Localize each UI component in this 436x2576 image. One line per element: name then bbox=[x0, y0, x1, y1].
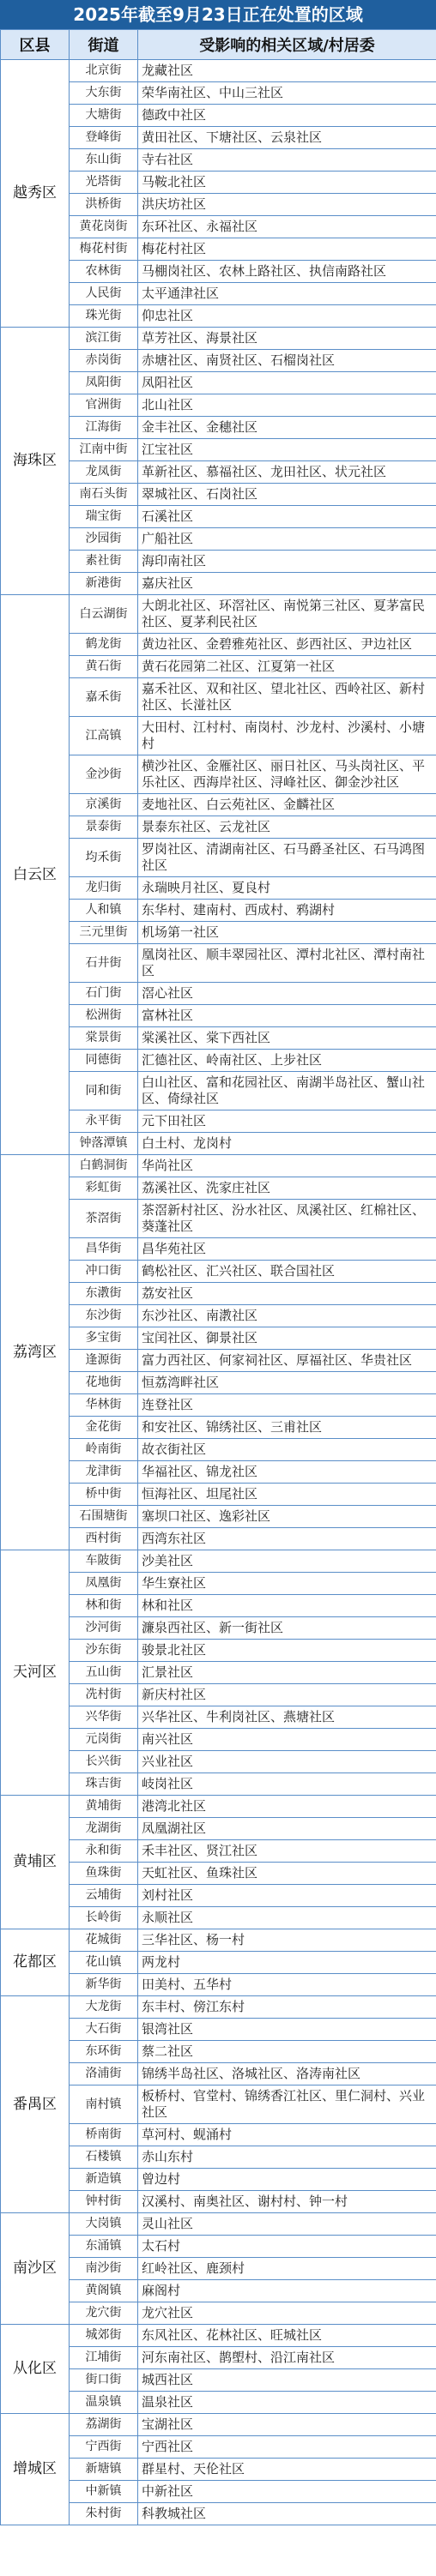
areas-cell: 林和社区 bbox=[138, 1595, 436, 1617]
table-row bbox=[1, 328, 436, 350]
areas-cell: 荔溪社区、洗家庄社区 bbox=[138, 1177, 436, 1200]
street-cell: 均禾街 bbox=[70, 839, 138, 877]
areas-cell: 港湾北社区 bbox=[138, 1796, 436, 1818]
street-cell: 车陂街 bbox=[70, 1550, 138, 1573]
header-street: 街道 bbox=[70, 30, 138, 60]
areas-cell: 故衣街社区 bbox=[138, 1439, 436, 1461]
areas-cell: 洪庆坊社区 bbox=[138, 194, 436, 216]
street-cell: 东环街 bbox=[70, 2041, 138, 2063]
areas-cell: 太平通津社区 bbox=[138, 283, 436, 305]
street-cell: 冲口街 bbox=[70, 1261, 138, 1283]
areas-cell: 滘心社区 bbox=[138, 983, 436, 1005]
district-cell: 增城区 bbox=[1, 2414, 70, 2525]
areas-cell: 濂泉西社区、新一街社区 bbox=[138, 1617, 436, 1640]
street-cell: 新港街 bbox=[70, 573, 138, 595]
areas-cell: 宝闰社区、御景社区 bbox=[138, 1327, 436, 1350]
street-cell: 素社街 bbox=[70, 551, 138, 573]
street-cell: 黄花岗街 bbox=[70, 216, 138, 238]
street-cell: 城郊街 bbox=[70, 2325, 138, 2347]
street-cell: 彩虹街 bbox=[70, 1177, 138, 1200]
street-cell: 花地街 bbox=[70, 1372, 138, 1394]
street-cell: 南石头街 bbox=[70, 484, 138, 506]
areas-cell: 兴华社区、牛利岗社区、燕塘社区 bbox=[138, 1706, 436, 1729]
areas-cell: 嘉庆社区 bbox=[138, 573, 436, 595]
street-cell: 沙东街 bbox=[70, 1640, 138, 1662]
street-cell: 凤阳街 bbox=[70, 372, 138, 394]
areas-cell: 黄边社区、金碧雅苑社区、彭西社区、尹边社区 bbox=[138, 634, 436, 656]
areas-cell: 嘉禾社区、双和社区、望北社区、西岭社区、新村社区、长湴社区 bbox=[138, 678, 436, 717]
street-cell: 白鹤洞街 bbox=[70, 1155, 138, 1177]
street-cell: 冼村街 bbox=[70, 1684, 138, 1706]
street-cell: 凤凰街 bbox=[70, 1573, 138, 1595]
table-row bbox=[1, 60, 436, 82]
table-row bbox=[1, 1155, 436, 1177]
areas-cell: 荔安社区 bbox=[138, 1283, 436, 1305]
areas-cell: 梅花村社区 bbox=[138, 238, 436, 261]
street-cell: 沙河街 bbox=[70, 1617, 138, 1640]
street-cell: 东沙街 bbox=[70, 1305, 138, 1327]
street-cell: 桥南街 bbox=[70, 2124, 138, 2146]
table-row bbox=[1, 1550, 436, 1573]
table-row bbox=[1, 1929, 436, 1952]
street-cell: 人民街 bbox=[70, 283, 138, 305]
street-cell: 同德街 bbox=[70, 1050, 138, 1072]
areas-cell: 草芳社区、海景社区 bbox=[138, 328, 436, 350]
areas-cell: 城西社区 bbox=[138, 2369, 436, 2392]
street-cell: 赤岗街 bbox=[70, 350, 138, 372]
street-cell: 瑞宝街 bbox=[70, 506, 138, 528]
areas-cell: 恒荔湾畔社区 bbox=[138, 1372, 436, 1394]
areas-cell: 昌华苑社区 bbox=[138, 1238, 436, 1261]
street-cell: 华林街 bbox=[70, 1394, 138, 1417]
areas-cell: 棠溪社区、棠下西社区 bbox=[138, 1027, 436, 1050]
street-cell: 棠景街 bbox=[70, 1027, 138, 1050]
areas-cell: 大朗北社区、环滘社区、南悦第三社区、夏茅富民社区、夏茅利民社区 bbox=[138, 595, 436, 634]
header-areas: 受影响的相关区域/村居委 bbox=[138, 30, 436, 60]
street-cell: 林和街 bbox=[70, 1595, 138, 1617]
street-cell: 石围塘街 bbox=[70, 1506, 138, 1528]
street-cell: 逢源街 bbox=[70, 1350, 138, 1372]
areas-cell: 荣华南社区、中山三社区 bbox=[138, 82, 436, 105]
areas-cell: 元下田社区 bbox=[138, 1110, 436, 1133]
areas-cell: 翠城社区、石岗社区 bbox=[138, 484, 436, 506]
areas-cell: 凰岗社区、顺丰翠园社区、潭村北社区、潭村南社区 bbox=[138, 944, 436, 983]
table-row bbox=[1, 1796, 436, 1818]
street-cell: 沙园街 bbox=[70, 528, 138, 551]
street-cell: 多宝街 bbox=[70, 1327, 138, 1350]
street-cell: 江南中街 bbox=[70, 439, 138, 461]
street-cell: 鱼珠街 bbox=[70, 1863, 138, 1885]
street-cell: 云埔街 bbox=[70, 1885, 138, 1907]
street-cell: 茶滘街 bbox=[70, 1200, 138, 1238]
areas-cell: 东华村、建南村、西成村、鸦湖村 bbox=[138, 900, 436, 922]
street-cell: 永平街 bbox=[70, 1110, 138, 1133]
street-cell: 中新镇 bbox=[70, 2481, 138, 2503]
areas-cell: 华福社区、锦龙社区 bbox=[138, 1461, 436, 1484]
areas-cell: 富林社区 bbox=[138, 1005, 436, 1027]
street-cell: 石楼镇 bbox=[70, 2146, 138, 2169]
areas-cell: 连登社区 bbox=[138, 1394, 436, 1417]
areas-cell: 南兴社区 bbox=[138, 1729, 436, 1751]
street-cell: 人和镇 bbox=[70, 900, 138, 922]
areas-cell: 革新社区、慕福社区、龙田社区、状元社区 bbox=[138, 461, 436, 484]
street-cell: 洛浦街 bbox=[70, 2063, 138, 2085]
street-cell: 白云湖街 bbox=[70, 595, 138, 634]
street-cell: 南村镇 bbox=[70, 2085, 138, 2124]
areas-cell: 鹤松社区、汇兴社区、联合国社区 bbox=[138, 1261, 436, 1283]
street-cell: 花城街 bbox=[70, 1929, 138, 1952]
district-cell: 从化区 bbox=[1, 2325, 70, 2414]
street-cell: 松洲街 bbox=[70, 1005, 138, 1027]
areas-cell: 温泉社区 bbox=[138, 2392, 436, 2414]
areas-cell: 白山社区、富和花园社区、南湖半岛社区、蟹山社区、倚绿社区 bbox=[138, 1072, 436, 1110]
street-cell: 鹤龙街 bbox=[70, 634, 138, 656]
street-cell: 街口街 bbox=[70, 2369, 138, 2392]
table-row bbox=[1, 2213, 436, 2236]
areas-cell: 锦绣半岛社区、洛城社区、洛涛南社区 bbox=[138, 2063, 436, 2085]
areas-cell: 宝湖社区 bbox=[138, 2414, 436, 2436]
street-cell: 西村街 bbox=[70, 1528, 138, 1550]
areas-cell: 群星村、天伦社区 bbox=[138, 2459, 436, 2481]
areas-cell: 龙藏社区 bbox=[138, 60, 436, 82]
street-cell: 钟村街 bbox=[70, 2191, 138, 2213]
table-row bbox=[1, 2414, 436, 2436]
areas-cell: 罗岗社区、清湖南社区、石马爵圣社区、石马鸿图社区 bbox=[138, 839, 436, 877]
areas-cell: 两龙村 bbox=[138, 1952, 436, 1974]
street-cell: 长兴街 bbox=[70, 1751, 138, 1773]
areas-cell: 东丰村、傍江东村 bbox=[138, 1996, 436, 2019]
areas-cell: 华生寮社区 bbox=[138, 1573, 436, 1595]
areas-cell: 岐岗社区 bbox=[138, 1773, 436, 1796]
areas-cell: 银湾社区 bbox=[138, 2019, 436, 2041]
street-cell: 石井街 bbox=[70, 944, 138, 983]
areas-cell: 永瑞映月社区、夏良村 bbox=[138, 877, 436, 900]
areas-cell: 禾丰社区、贤江社区 bbox=[138, 1840, 436, 1863]
street-cell: 大东街 bbox=[70, 82, 138, 105]
street-cell: 官洲街 bbox=[70, 394, 138, 417]
areas-cell: 寺右社区 bbox=[138, 149, 436, 172]
street-cell: 同和街 bbox=[70, 1072, 138, 1110]
street-cell: 龙归街 bbox=[70, 877, 138, 900]
street-cell: 桥中街 bbox=[70, 1484, 138, 1506]
street-cell: 金沙街 bbox=[70, 755, 138, 794]
areas-cell: 三华社区、杨一村 bbox=[138, 1929, 436, 1952]
areas-cell: 凤阳社区 bbox=[138, 372, 436, 394]
areas-cell: 灵山社区 bbox=[138, 2213, 436, 2236]
street-cell: 三元里街 bbox=[70, 922, 138, 944]
table-row bbox=[1, 1996, 436, 2019]
street-cell: 龙凤街 bbox=[70, 461, 138, 484]
street-cell: 大塘街 bbox=[70, 105, 138, 127]
areas-cell: 宁西社区 bbox=[138, 2436, 436, 2459]
areas-cell: 和安社区、锦绣社区、三甫社区 bbox=[138, 1417, 436, 1439]
district-cell: 白云区 bbox=[1, 595, 70, 1155]
areas-cell: 龙穴社区 bbox=[138, 2302, 436, 2325]
street-cell: 滨江街 bbox=[70, 328, 138, 350]
district-cell: 花都区 bbox=[1, 1929, 70, 1996]
areas-cell: 恒海社区、坦尾社区 bbox=[138, 1484, 436, 1506]
district-cell: 天河区 bbox=[1, 1550, 70, 1796]
street-cell: 龙穴街 bbox=[70, 2302, 138, 2325]
areas-cell: 富力西社区、何家祠社区、厚福社区、华贵社区 bbox=[138, 1350, 436, 1372]
district-cell: 南沙区 bbox=[1, 2213, 70, 2325]
areas-cell: 凤凰湖社区 bbox=[138, 1818, 436, 1840]
areas-cell: 永顺社区 bbox=[138, 1907, 436, 1929]
table-row bbox=[1, 2325, 436, 2347]
areas-cell: 广船社区 bbox=[138, 528, 436, 551]
district-cell: 海珠区 bbox=[1, 328, 70, 595]
table-header-row bbox=[1, 30, 436, 60]
areas-cell: 海印南社区 bbox=[138, 551, 436, 573]
areas-cell: 横沙社区、金雁社区、丽日社区、马头岗社区、平乐社区、西海岸社区、浔峰社区、御金沙社区 bbox=[138, 755, 436, 794]
areas-cell: 东风社区、花林社区、旺城社区 bbox=[138, 2325, 436, 2347]
areas-cell: 金丰社区、金穗社区 bbox=[138, 417, 436, 439]
areas-cell: 汇德社区、岭南社区、上步社区 bbox=[138, 1050, 436, 1072]
street-cell: 东涌镇 bbox=[70, 2236, 138, 2258]
areas-cell: 红岭社区、鹿颈村 bbox=[138, 2258, 436, 2280]
street-cell: 荔湖街 bbox=[70, 2414, 138, 2436]
areas-cell: 江宝社区 bbox=[138, 439, 436, 461]
street-cell: 长岭街 bbox=[70, 1907, 138, 1929]
header-district: 区县 bbox=[1, 30, 70, 60]
street-cell: 钟落潭镇 bbox=[70, 1133, 138, 1155]
areas-cell: 塞坝口社区、逸彩社区 bbox=[138, 1506, 436, 1528]
street-cell: 南沙街 bbox=[70, 2258, 138, 2280]
areas-cell: 景泰东社区、云龙社区 bbox=[138, 816, 436, 839]
street-cell: 元岗街 bbox=[70, 1729, 138, 1751]
areas-cell: 沙美社区 bbox=[138, 1550, 436, 1573]
areas-cell: 太石村 bbox=[138, 2236, 436, 2258]
areas-cell: 赤塘社区、南贤社区、石榴岗社区 bbox=[138, 350, 436, 372]
areas-cell: 石溪社区 bbox=[138, 506, 436, 528]
street-cell: 大石街 bbox=[70, 2019, 138, 2041]
street-cell: 大龙街 bbox=[70, 1996, 138, 2019]
street-cell: 京溪街 bbox=[70, 794, 138, 816]
areas-cell: 华尚社区 bbox=[138, 1155, 436, 1177]
table-row bbox=[1, 595, 436, 634]
street-cell: 龙津街 bbox=[70, 1461, 138, 1484]
areas-cell: 河东南社区、鹊塱村、沿江南社区 bbox=[138, 2347, 436, 2369]
district-cell: 番禺区 bbox=[1, 1996, 70, 2213]
district-cell: 荔湾区 bbox=[1, 1155, 70, 1550]
street-cell: 兴华街 bbox=[70, 1706, 138, 1729]
areas-cell: 骏景北社区 bbox=[138, 1640, 436, 1662]
street-cell: 洪桥街 bbox=[70, 194, 138, 216]
street-cell: 新华街 bbox=[70, 1974, 138, 1996]
areas-cell: 科教城社区 bbox=[138, 2503, 436, 2525]
areas-cell: 德政中社区 bbox=[138, 105, 436, 127]
street-cell: 宁西街 bbox=[70, 2436, 138, 2459]
areas-cell: 麻阁村 bbox=[138, 2280, 436, 2302]
areas-cell: 蔡二社区 bbox=[138, 2041, 436, 2063]
areas-cell: 汇景社区 bbox=[138, 1662, 436, 1684]
street-cell: 景泰街 bbox=[70, 816, 138, 839]
areas-cell: 赤山东村 bbox=[138, 2146, 436, 2169]
street-cell: 大岗镇 bbox=[70, 2213, 138, 2236]
areas-cell: 马鞍北社区 bbox=[138, 172, 436, 194]
areas-cell: 西湾东社区 bbox=[138, 1528, 436, 1550]
areas-cell: 中新社区 bbox=[138, 2481, 436, 2503]
areas-cell: 机场第一社区 bbox=[138, 922, 436, 944]
areas-cell: 麦地社区、白云苑社区、金麟社区 bbox=[138, 794, 436, 816]
areas-cell: 马棚岗社区、农林上路社区、执信南路社区 bbox=[138, 261, 436, 283]
street-cell: 东漖街 bbox=[70, 1283, 138, 1305]
street-cell: 农林街 bbox=[70, 261, 138, 283]
areas-cell: 兴业社区 bbox=[138, 1751, 436, 1773]
street-cell: 岭南街 bbox=[70, 1439, 138, 1461]
areas-cell: 大田村、江村村、南岗村、沙龙村、沙溪村、小塘村 bbox=[138, 717, 436, 755]
street-cell: 江埔街 bbox=[70, 2347, 138, 2369]
affected-areas-table bbox=[0, 29, 436, 2525]
street-cell: 温泉镇 bbox=[70, 2392, 138, 2414]
areas-cell: 黄田社区、下塘社区、云泉社区 bbox=[138, 127, 436, 149]
areas-cell: 东环社区、永福社区 bbox=[138, 216, 436, 238]
areas-cell: 草河村、蚬涌村 bbox=[138, 2124, 436, 2146]
street-cell: 珠光街 bbox=[70, 305, 138, 328]
street-cell: 朱村街 bbox=[70, 2503, 138, 2525]
street-cell: 黄石街 bbox=[70, 656, 138, 678]
street-cell: 嘉禾街 bbox=[70, 678, 138, 717]
street-cell: 江高镇 bbox=[70, 717, 138, 755]
district-cell: 越秀区 bbox=[1, 60, 70, 328]
areas-cell: 曾边村 bbox=[138, 2169, 436, 2191]
areas-cell: 天虹社区、鱼珠社区 bbox=[138, 1863, 436, 1885]
areas-cell: 白土村、龙岗村 bbox=[138, 1133, 436, 1155]
street-cell: 黄阁镇 bbox=[70, 2280, 138, 2302]
areas-cell: 黄石花园第二社区、江夏第一社区 bbox=[138, 656, 436, 678]
street-cell: 永和街 bbox=[70, 1840, 138, 1863]
areas-cell: 东沙社区、南漖社区 bbox=[138, 1305, 436, 1327]
street-cell: 金花街 bbox=[70, 1417, 138, 1439]
street-cell: 新塘镇 bbox=[70, 2459, 138, 2481]
areas-cell: 汉溪村、南奥社区、谢村村、钟一村 bbox=[138, 2191, 436, 2213]
table-body bbox=[1, 60, 436, 2525]
street-cell: 光塔街 bbox=[70, 172, 138, 194]
street-cell: 黄埔街 bbox=[70, 1796, 138, 1818]
district-cell: 黄埔区 bbox=[1, 1796, 70, 1929]
street-cell: 东山街 bbox=[70, 149, 138, 172]
page-title: 2025年截至9月23日正在处置的区域 bbox=[0, 0, 436, 29]
street-cell: 龙湖街 bbox=[70, 1818, 138, 1840]
street-cell: 新造镇 bbox=[70, 2169, 138, 2191]
street-cell: 花山镇 bbox=[70, 1952, 138, 1974]
street-cell: 昌华街 bbox=[70, 1238, 138, 1261]
street-cell: 石门街 bbox=[70, 983, 138, 1005]
areas-cell: 田美村、五华村 bbox=[138, 1974, 436, 1996]
street-cell: 登峰街 bbox=[70, 127, 138, 149]
areas-cell: 仰忠社区 bbox=[138, 305, 436, 328]
street-cell: 五山街 bbox=[70, 1662, 138, 1684]
areas-cell: 新庆村社区 bbox=[138, 1684, 436, 1706]
areas-cell: 刘村社区 bbox=[138, 1885, 436, 1907]
street-cell: 北京街 bbox=[70, 60, 138, 82]
areas-cell: 北山社区 bbox=[138, 394, 436, 417]
areas-cell: 茶滘新村社区、汾水社区、凤溪社区、红棉社区、葵蓬社区 bbox=[138, 1200, 436, 1238]
areas-cell: 板桥村、官堂村、锦绣香江社区、里仁洞村、兴业社区 bbox=[138, 2085, 436, 2124]
street-cell: 珠吉街 bbox=[70, 1773, 138, 1796]
street-cell: 江海街 bbox=[70, 417, 138, 439]
street-cell: 梅花村街 bbox=[70, 238, 138, 261]
